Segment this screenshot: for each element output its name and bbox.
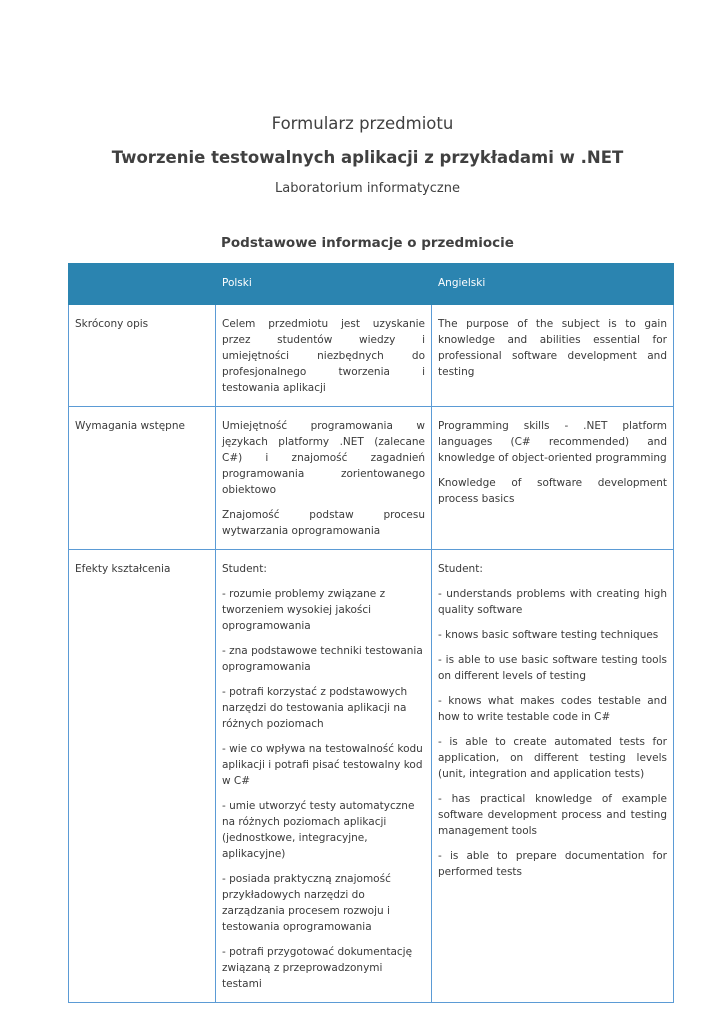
cell-paragraph: Student: [438, 563, 483, 575]
cell-paragraph: - is able to create automated tests for application, on different testing levels (unit, integration and application tests) [438, 736, 667, 780]
form-title: Formularz przedmiotu [271, 114, 454, 133]
cell-paragraph: - is able to use basic software testing tools on different levels of testing [438, 654, 667, 682]
cell-paragraph: - zna podstawowe techniki testowania oprogramowania [222, 645, 423, 673]
course-title: Tworzenie testowalnych aplikacji z przykładami w .NET [111, 148, 624, 167]
course-info-table [68, 263, 674, 1003]
row-label: Efekty kształcenia [69, 550, 216, 1003]
polish-cell [216, 305, 432, 407]
cell-paragraph: - is able to prepare documentation for performed tests [438, 850, 667, 878]
table-header-row [69, 264, 674, 305]
cell-paragraph: - knows basic software testing techniques [438, 629, 659, 641]
cell-paragraph: - potrafi korzystać z podstawowych narzędzi do testowania aplikacji na różnych poziomach [222, 686, 408, 730]
header-cell-empty [69, 264, 216, 305]
row-label: Skrócony opis [69, 305, 216, 407]
english-cell [432, 305, 674, 407]
cell-paragraph: - knows what makes codes testable and how to write testable code in C# [438, 695, 667, 723]
cell-paragraph: - posiada praktyczną znajomość przykładowych narzędzi do zarządzania procesem rozwoju i testowania oprogramowania [222, 873, 391, 933]
cell-paragraph: Znajomość podstaw procesu wytwarzania oprogramowania [222, 509, 425, 537]
cell-paragraph: - wie co wpływa na testowalność kodu aplikacji i potrafi pisać testowalny kod w C# [222, 743, 423, 787]
polish-cell [216, 407, 432, 550]
cell-paragraph: Programming skills - .NET platform languages (C# recommended) and knowledge of object-oriented programming [438, 420, 667, 464]
table-row-learning-outcomes [69, 550, 674, 1003]
cell-paragraph: - rozumie problemy związane z tworzeniem wysokiej jakości oprogramowania [222, 588, 386, 632]
cell-paragraph: Umiejętność programowania w językach platformy .NET (zalecane C#) i znajomość zagadnień programowania zorientowanego obiektowo [222, 420, 425, 496]
course-type: Laboratorium informatyczne [275, 181, 460, 196]
polish-cell [216, 550, 432, 1003]
english-cell [432, 407, 674, 550]
table-row-prerequisites [69, 407, 674, 550]
cell-paragraph: - has practical knowledge of example software development process and testing management tools [438, 793, 667, 837]
row-label: Wymagania wstępne [69, 407, 216, 550]
cell-paragraph: - umie utworzyć testy automatyczne na różnych poziomach aplikacji (jednostkowe, integracyjne, aplikacyjne) [222, 800, 415, 860]
cell-paragraph: - potrafi przygotować dokumentację związaną z przeprowadzonymi testami [222, 946, 413, 990]
header-cell-english: Angielski [432, 264, 674, 305]
english-cell [432, 550, 674, 1003]
cell-paragraph: Celem przedmiotu jest uzyskanie przez studentów wiedzy i umiejętności niezbędnych do profesjonalnego tworzenia i testowania aplikacji [222, 318, 425, 394]
table-row-short-description [69, 305, 674, 407]
cell-paragraph: - understands problems with creating high quality software [438, 588, 667, 616]
section-title: Podstawowe informacje o przedmiocie [221, 235, 514, 251]
cell-paragraph: Student: [222, 563, 267, 575]
cell-paragraph: Knowledge of software development process basics [438, 477, 667, 505]
header-cell-polish: Polski [216, 264, 432, 305]
cell-paragraph: The purpose of the subject is to gain knowledge and abilities essential for professional software development and testing [438, 318, 667, 378]
